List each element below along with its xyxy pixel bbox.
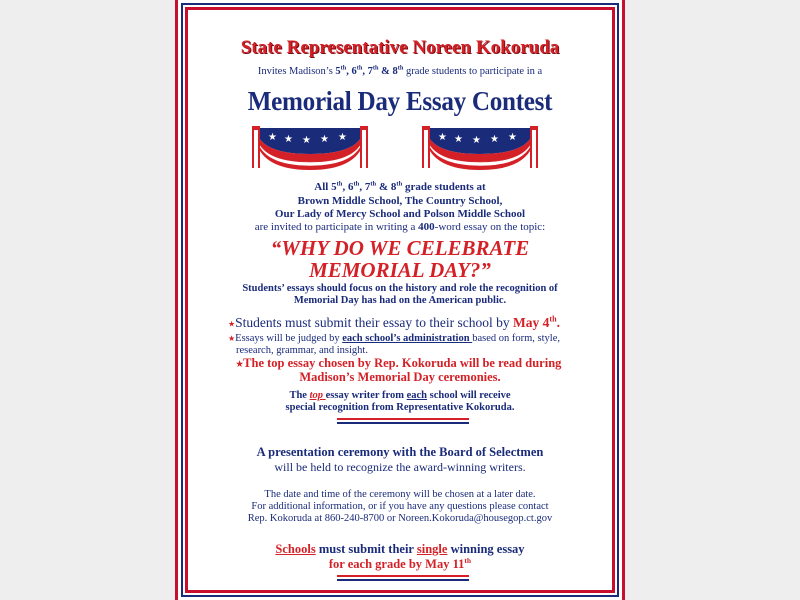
svg-text:★: ★	[438, 132, 447, 143]
star-bullet-icon: ★	[236, 359, 244, 369]
top-essay-rule-cont: Madison’s Memorial Day ceremonies.	[299, 370, 501, 384]
focus-line-2: Memorial Day has had on the American public.	[293, 295, 507, 306]
essay-topic-line-1: “WHY DO WE CELEBRATE	[270, 236, 530, 260]
divider-stripe	[337, 575, 469, 581]
eligibility-line-4: are invited to participate in writing a 400-word essay on the topic:	[254, 221, 546, 233]
info-line-1: The date and time of the ceremony will be chosen at a later date.	[264, 489, 536, 500]
info-line-3: Rep. Kokoruda at 860-240-8700 or Noreen.Kokoruda@housegop.ct.gov	[247, 513, 553, 524]
judged-rule: ★Essays will be judged by each school’s administration based on form, style,	[228, 333, 560, 344]
invite-line: Invites Madison’s 5th, 6th, 7th & 8th grade students to participate in a	[257, 64, 543, 77]
svg-text:★: ★	[338, 132, 347, 143]
flyer	[175, 0, 625, 600]
flag-bunting-icon	[420, 124, 540, 170]
rep-title: State Representative Noreen Kokoruda	[240, 37, 560, 58]
svg-text:★: ★	[268, 132, 277, 143]
eligibility-line-3: Our Lady of Mercy School and Polson Middle School	[274, 208, 526, 220]
svg-text:★: ★	[472, 135, 481, 146]
svg-text:★: ★	[302, 135, 311, 146]
svg-text:★: ★	[508, 132, 517, 143]
judged-rule-cont: research, grammar, and insight.	[236, 345, 368, 356]
submit-rule: ★Students must submit their essay to their school by May 4th.	[228, 314, 560, 330]
recognition-line-2: special recognition from Representative Kokoruda.	[285, 402, 515, 413]
svg-text:★: ★	[454, 134, 463, 145]
eligibility-line-1: All 5th, 6th, 7th & 8th grade students at	[314, 180, 486, 193]
svg-text:★: ★	[320, 134, 329, 145]
svg-text:★: ★	[284, 134, 293, 145]
essay-topic-line-2: MEMORIAL DAY?”	[309, 258, 491, 282]
star-bullet-icon: ★	[228, 319, 236, 329]
info-line-2: For additional information, or if you have any questions please contact	[251, 501, 549, 512]
svg-text:★: ★	[490, 134, 499, 145]
eligibility-line-2: Brown Middle School, The Country School,	[297, 195, 503, 207]
flag-bunting-icon	[250, 124, 370, 170]
deadline-line-2: for each grade by May 11th	[328, 555, 472, 571]
star-bullet-icon: ★	[228, 334, 236, 344]
top-essay-rule: ★The top essay chosen by Rep. Kokoruda will be read during	[236, 356, 562, 370]
ceremony-line-1: A presentation ceremony with the Board of Selectmen	[256, 445, 544, 459]
ceremony-line-2: will be held to recognize the award-winning writers.	[274, 460, 526, 474]
deadline-line-1: Schools must submit their single winning essay	[275, 542, 525, 556]
contest-title: Memorial Day Essay Contest	[247, 86, 553, 116]
focus-line-1: Students’ essays should focus on the history and role the recognition of	[242, 283, 558, 294]
divider-stripe	[337, 418, 469, 424]
recognition-line-1: The top essay writer from each school will receive	[289, 390, 511, 401]
